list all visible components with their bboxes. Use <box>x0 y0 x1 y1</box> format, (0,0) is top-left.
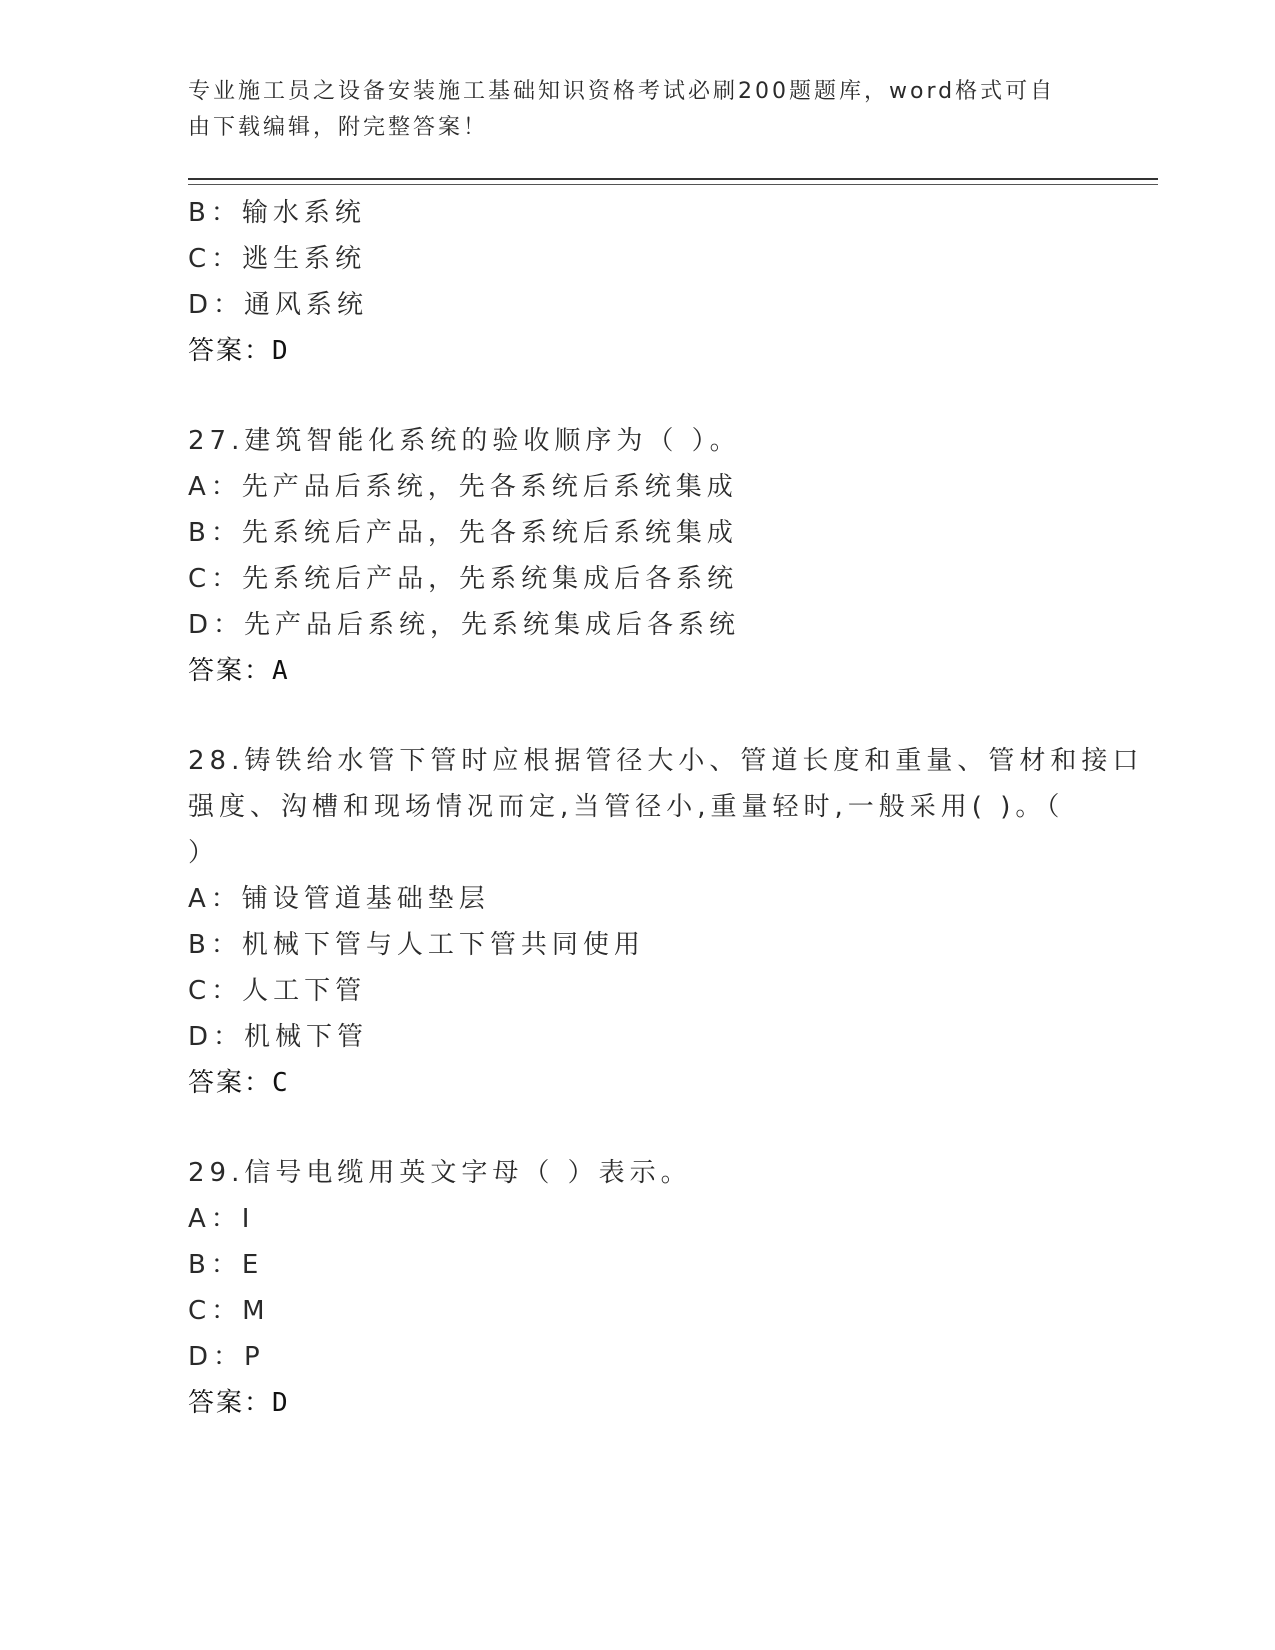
question-stem-line-1: 28.铸铁给水管下管时应根据管径大小、管道长度和重量、管材和接口 <box>188 746 1144 776</box>
header-divider-thin <box>188 184 1158 185</box>
answer-value: D <box>272 1388 290 1418</box>
answer-label: 答案： <box>188 656 273 686</box>
question-stem-line-3: ） <box>188 838 220 868</box>
answer-label: 答案： <box>188 1388 273 1418</box>
option-c: C：逃生系统 <box>188 244 367 274</box>
option-b: B：先系统后产品，先各系统后系统集成 <box>188 518 738 548</box>
answer-line <box>188 1060 1088 1106</box>
question-26-continuation <box>188 190 1088 374</box>
answer-label: 答案： <box>188 336 273 366</box>
question-list <box>188 190 1144 1426</box>
answer-value: D <box>272 336 290 366</box>
question-27 <box>188 418 1088 694</box>
question-28 <box>188 738 1144 1106</box>
answer-value: C <box>272 1068 290 1098</box>
answer-line <box>188 1380 1088 1426</box>
option-a: A：先产品后系统，先各系统后系统集成 <box>188 472 738 502</box>
option-b: B：输水系统 <box>188 198 366 228</box>
option-d: D：通风系统 <box>188 290 369 320</box>
option-a: A：I <box>188 1204 255 1234</box>
option-c: C：人工下管 <box>188 976 367 1006</box>
option-b: B：机械下管与人工下管共同使用 <box>188 930 645 960</box>
option-d: D：机械下管 <box>188 1022 369 1052</box>
option-d: D：先产品后系统，先系统集成后各系统 <box>188 610 741 640</box>
answer-line <box>188 328 1088 374</box>
spacer <box>188 374 1088 418</box>
header-divider-thick <box>188 178 1158 180</box>
answer-value: A <box>272 656 290 686</box>
option-c: C：M <box>188 1296 270 1326</box>
option-d: D：P <box>188 1342 265 1372</box>
option-a: A：铺设管道基础垫层 <box>188 884 490 914</box>
spacer <box>188 694 1088 738</box>
answer-line <box>188 648 1088 694</box>
question-stem-line-2: 强度、沟槽和现场情况而定,当管径小,重量轻时,一般采用( )。（ <box>188 792 1065 822</box>
answer-label: 答案： <box>188 1068 273 1098</box>
option-b: B：E <box>188 1250 264 1280</box>
spacer <box>188 1106 1088 1150</box>
question-29 <box>188 1150 1088 1426</box>
option-c: C：先系统后产品，先系统集成后各系统 <box>188 564 739 594</box>
question-stem: 29.信号电缆用英文字母（ ）表示。 <box>188 1158 692 1188</box>
question-stem: 27.建筑智能化系统的验收顺序为（ ）。 <box>188 426 741 456</box>
document-header: 专业施工员之设备安装施工基础知识资格考试必刷200题题库，word格式可自由下载编辑，附完整答案！ <box>188 79 1056 140</box>
